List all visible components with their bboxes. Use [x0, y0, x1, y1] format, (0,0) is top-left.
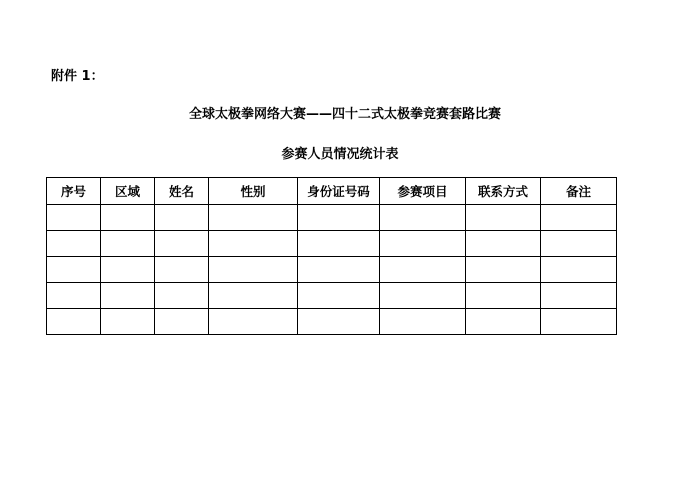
- table-cell: [298, 231, 380, 257]
- document-title: 全球太极拳网络大赛——四十二式太极拳竞赛套路比赛: [188, 107, 501, 122]
- table-row: [47, 283, 617, 309]
- header-remarks: 备注: [541, 178, 617, 205]
- table-cell: [380, 205, 466, 231]
- table-cell: [155, 309, 209, 335]
- table-cell: [541, 231, 617, 257]
- table-title: 参赛人员情况统计表: [281, 147, 399, 162]
- table-cell: [209, 231, 298, 257]
- table-cell: [101, 231, 155, 257]
- table-cell: [298, 283, 380, 309]
- table-cell: [209, 283, 298, 309]
- table-cell: [380, 231, 466, 257]
- table-cell: [47, 283, 101, 309]
- table-cell: [298, 309, 380, 335]
- header-gender: 性别: [209, 178, 298, 205]
- table-cell: [466, 231, 541, 257]
- participant-table: [46, 177, 617, 335]
- table-cell: [466, 283, 541, 309]
- attachment-label: 附件 1：: [51, 69, 104, 84]
- table-row: [47, 257, 617, 283]
- table-cell: [541, 205, 617, 231]
- table-cell: [47, 231, 101, 257]
- table-cell: [47, 309, 101, 335]
- table-cell: [101, 309, 155, 335]
- table-header-row: [47, 178, 617, 205]
- table-cell: [380, 309, 466, 335]
- table-cell: [541, 309, 617, 335]
- table-cell: [209, 257, 298, 283]
- header-name: 姓名: [155, 178, 209, 205]
- table-cell: [466, 257, 541, 283]
- table-cell: [380, 257, 466, 283]
- table-cell: [380, 283, 466, 309]
- table-cell: [101, 283, 155, 309]
- table-cell: [155, 257, 209, 283]
- table-cell: [47, 257, 101, 283]
- header-event: 参赛项目: [380, 178, 466, 205]
- table-cell: [298, 257, 380, 283]
- header-serial-number: 序号: [47, 178, 101, 205]
- table-cell: [155, 283, 209, 309]
- table-cell: [466, 205, 541, 231]
- table-cell: [541, 283, 617, 309]
- table-row: [47, 205, 617, 231]
- header-contact: 联系方式: [466, 178, 541, 205]
- header-id-number: 身份证号码: [298, 178, 380, 205]
- table-cell: [466, 309, 541, 335]
- table-cell: [47, 205, 101, 231]
- table-cell: [298, 205, 380, 231]
- header-region: 区域: [101, 178, 155, 205]
- table-cell: [101, 257, 155, 283]
- table-cell: [155, 205, 209, 231]
- table-cell: [209, 205, 298, 231]
- table-cell: [209, 309, 298, 335]
- table-cell: [155, 231, 209, 257]
- table-cell: [101, 205, 155, 231]
- table-row: [47, 231, 617, 257]
- table-cell: [541, 257, 617, 283]
- table-row: [47, 309, 617, 335]
